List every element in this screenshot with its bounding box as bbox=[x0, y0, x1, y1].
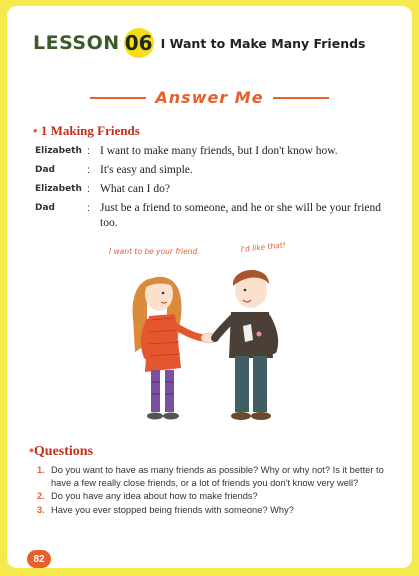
question-number: 2. bbox=[37, 491, 45, 501]
question-number: 1. bbox=[37, 465, 45, 475]
questions-title: Questions bbox=[33, 444, 94, 459]
page-number-badge: 82 bbox=[27, 550, 51, 568]
subsection-heading bbox=[33, 123, 140, 139]
question-text: Have you ever stopped being friends with someone? Why? bbox=[51, 504, 294, 515]
dialogue-colon: : bbox=[87, 202, 90, 214]
list-item bbox=[37, 464, 397, 489]
lesson-label: LESSON bbox=[33, 32, 120, 54]
lesson-number-badge: 06 bbox=[124, 28, 154, 58]
questions-bullet: • bbox=[29, 444, 34, 459]
lesson-header bbox=[33, 26, 365, 60]
question-number: 3. bbox=[37, 504, 45, 515]
subsection-number: 1 bbox=[40, 123, 48, 138]
friends-illustration bbox=[91, 240, 321, 430]
dialogue-line bbox=[35, 182, 395, 197]
girl-speech-text: I want to be your friend. bbox=[109, 247, 200, 256]
dialogue-colon: : bbox=[87, 183, 90, 195]
boy-figure bbox=[215, 270, 274, 420]
girl-figure bbox=[133, 277, 203, 420]
boy-speech-text: I'd like that! bbox=[240, 240, 287, 254]
question-text: Do you have any idea about how to make friends? bbox=[51, 491, 258, 501]
dialogue bbox=[35, 144, 395, 235]
section-heading bbox=[7, 88, 412, 107]
dialogue-speaker: Elizabeth bbox=[35, 146, 82, 156]
questions-list bbox=[37, 464, 397, 517]
dialogue-text: Just be a friend to someone, and he or she will be your friend too. bbox=[100, 202, 382, 229]
question-text: Do you want to have as many friends as possible? Why or why not? Is it better to have a few really close friends, or a lot of friends you don't know very well? bbox=[51, 465, 384, 488]
dialogue-line bbox=[35, 201, 395, 231]
dialogue-text: It's easy and simple. bbox=[100, 164, 193, 176]
subsection-title: Making Friends bbox=[50, 123, 140, 138]
subsection-bullet: • bbox=[33, 123, 38, 138]
dialogue-colon: : bbox=[87, 164, 90, 176]
dialogue-line bbox=[35, 163, 395, 178]
textbook-page bbox=[7, 6, 412, 568]
heading-rule-left bbox=[90, 97, 146, 99]
lesson-title: I Want to Make Many Friends bbox=[160, 35, 366, 51]
questions-heading bbox=[29, 444, 93, 460]
dialogue-speaker: Elizabeth bbox=[35, 184, 82, 194]
dialogue-text: What can I do? bbox=[100, 183, 170, 195]
section-title: Answer Me bbox=[155, 88, 264, 107]
dialogue-speaker: Dad bbox=[35, 203, 55, 213]
dialogue-speaker: Dad bbox=[35, 165, 55, 175]
list-item bbox=[37, 504, 397, 517]
dialogue-colon: : bbox=[87, 145, 90, 157]
heading-rule-right bbox=[273, 97, 329, 99]
dialogue-text: I want to make many friends, but I don't know how. bbox=[100, 145, 338, 157]
dialogue-line bbox=[35, 144, 395, 159]
list-item bbox=[37, 490, 397, 503]
